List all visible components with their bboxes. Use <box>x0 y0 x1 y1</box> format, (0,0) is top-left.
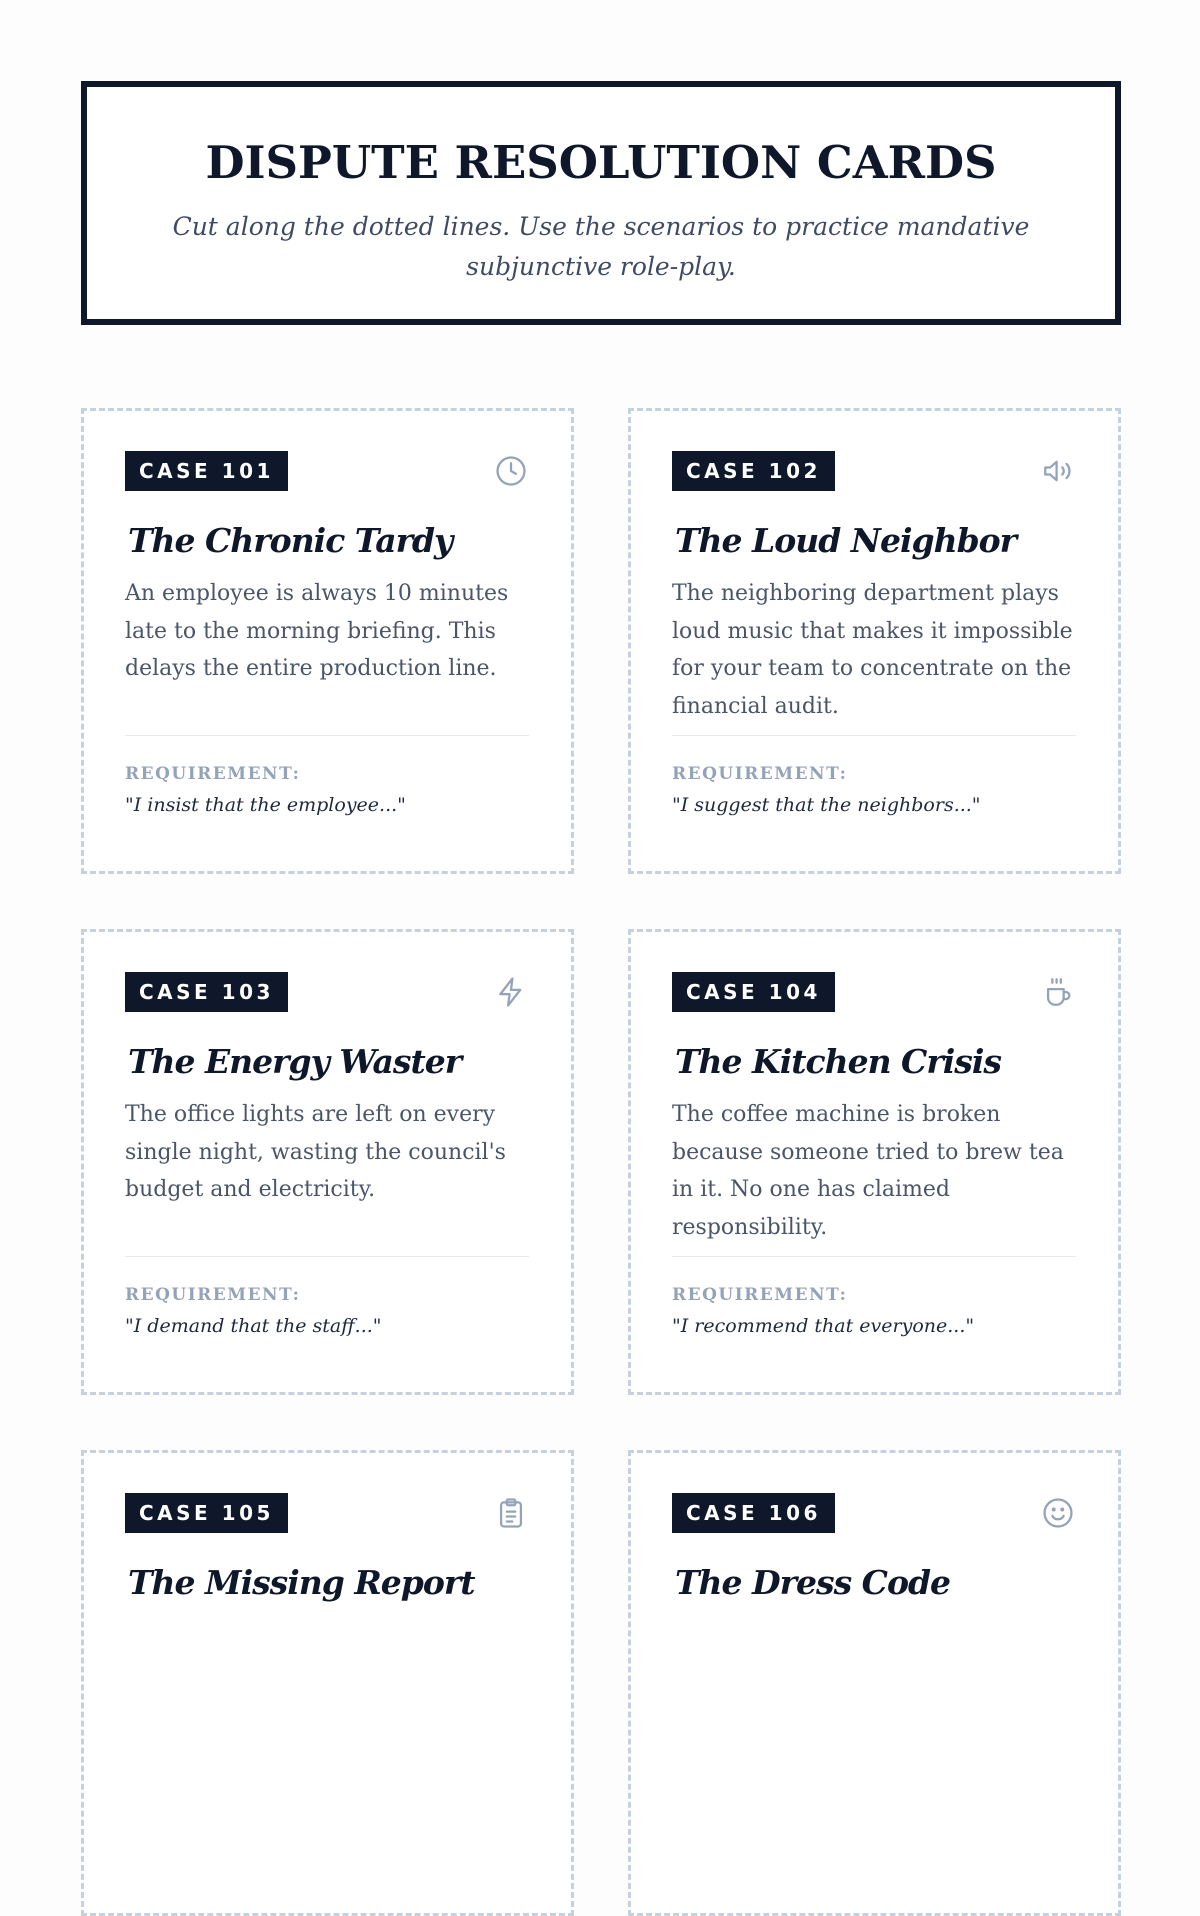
requirement-label: REQUIREMENT: <box>125 764 301 784</box>
case-title: The Kitchen Crisis <box>675 1042 1001 1081</box>
page-subtitle: Cut along the dotted lines. Use the scenarios to practice mandative subjunctive role-play. <box>172 212 1030 281</box>
case-card <box>628 408 1121 874</box>
case-card <box>81 408 574 874</box>
case-description: An employee is always 10 minutes late to the morning briefing. This delays the entire production line. <box>125 581 509 681</box>
case-badge: CASE 104 <box>672 972 835 1012</box>
case-title: The Loud Neighbor <box>675 521 1017 560</box>
requirement-text: "I suggest that the neighbors..." <box>672 794 981 816</box>
page-header <box>81 81 1121 325</box>
smiley-icon <box>1040 1495 1076 1531</box>
case-title: The Missing Report <box>128 1563 475 1602</box>
divider <box>125 1256 529 1257</box>
requirement-label: REQUIREMENT: <box>672 764 848 784</box>
divider <box>125 735 529 736</box>
case-description: The office lights are left on every single night, wasting the council's budget and electricity. <box>125 1102 506 1202</box>
requirement-text: "I insist that the employee..." <box>125 794 406 816</box>
case-card <box>81 1450 574 1916</box>
case-title: The Dress Code <box>675 1563 951 1602</box>
case-description: The coffee machine is broken because someone tried to brew tea in it. No one has claimed responsibility. <box>672 1102 1064 1240</box>
clipboard-icon <box>493 1495 529 1531</box>
requirement-text: "I demand that the staff..." <box>125 1315 382 1337</box>
case-description: The neighboring department plays loud music that makes it impossible for your team to concentrate on the financial audit. <box>672 581 1073 719</box>
coffee-cup-icon <box>1040 974 1076 1010</box>
case-title: The Chronic Tardy <box>128 521 453 560</box>
case-card <box>81 929 574 1395</box>
case-card <box>628 1450 1121 1916</box>
case-card <box>628 929 1121 1395</box>
requirement-text: "I recommend that everyone..." <box>672 1315 975 1337</box>
lightning-icon <box>493 974 529 1010</box>
case-badge: CASE 105 <box>125 1493 288 1533</box>
case-badge: CASE 101 <box>125 451 288 491</box>
clock-icon <box>493 453 529 489</box>
requirement-label: REQUIREMENT: <box>125 1285 301 1305</box>
case-title: The Energy Waster <box>128 1042 462 1081</box>
page-title: DISPUTE RESOLUTION CARDS <box>205 136 997 189</box>
divider <box>672 1256 1076 1257</box>
case-badge: CASE 106 <box>672 1493 835 1533</box>
speaker-icon <box>1040 453 1076 489</box>
case-badge: CASE 103 <box>125 972 288 1012</box>
case-badge: CASE 102 <box>672 451 835 491</box>
divider <box>672 735 1076 736</box>
requirement-label: REQUIREMENT: <box>672 1285 848 1305</box>
